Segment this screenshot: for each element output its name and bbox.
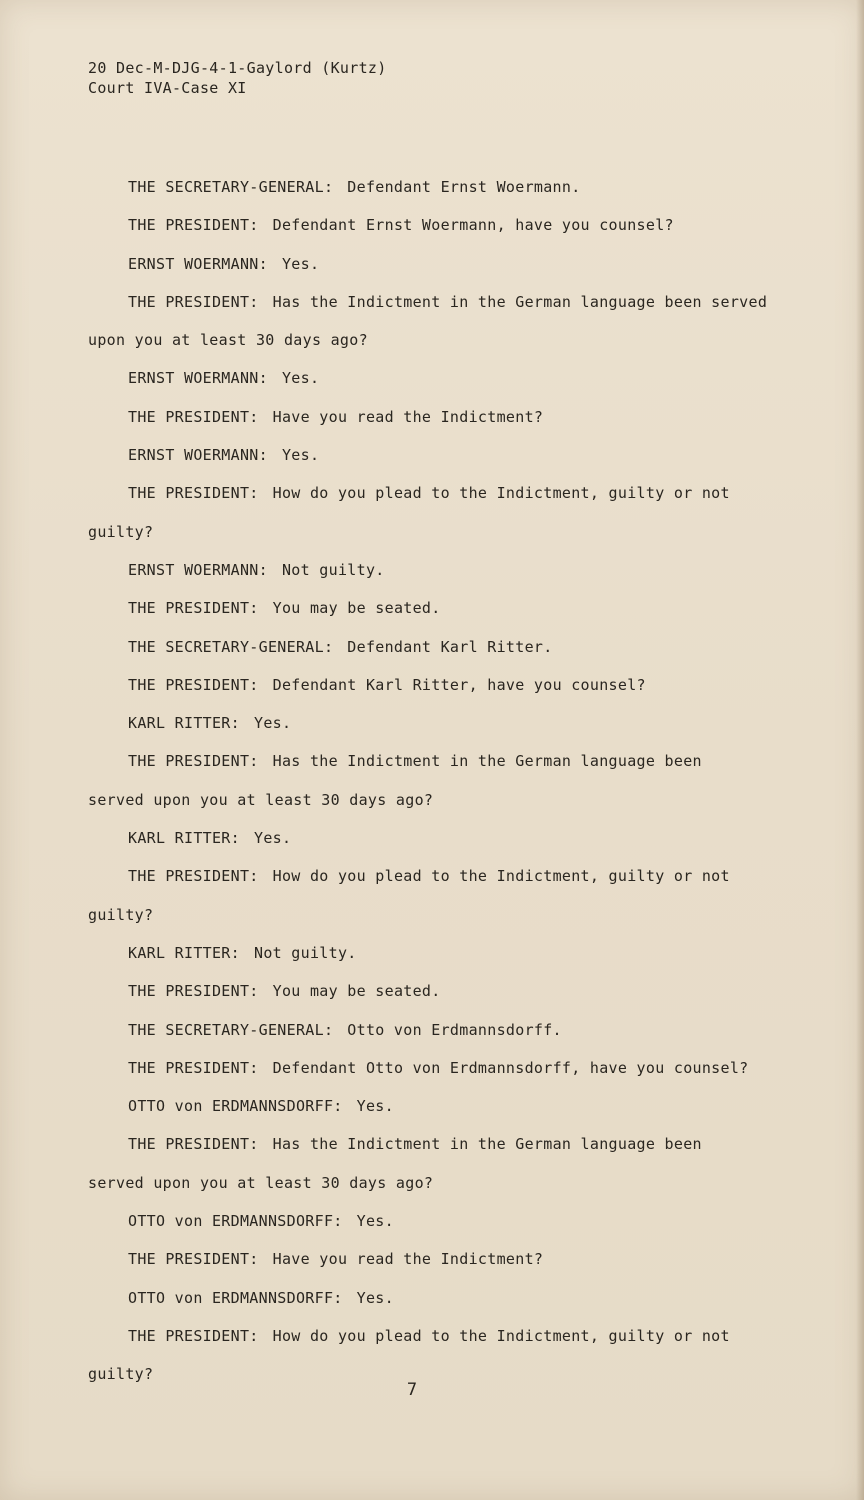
- speaker-label: ERNST WOERMANN:: [128, 369, 268, 388]
- utterance-text: Not guilty.: [253, 943, 357, 962]
- transcript-line: [88, 1164, 808, 1202]
- transcript-line: [88, 896, 808, 934]
- utterance-text: upon you at least 30 days ago?: [88, 331, 368, 350]
- speaker-label: THE PRESIDENT:: [128, 867, 259, 886]
- transcript-line: [88, 934, 808, 972]
- transcript-line: [88, 474, 808, 512]
- speaker-label: KARL RITTER:: [128, 714, 240, 733]
- speaker-label: OTTO von ERDMANNSDORFF:: [128, 1212, 343, 1231]
- speaker-label: THE PRESIDENT:: [128, 599, 259, 618]
- speaker-label: ERNST WOERMANN:: [128, 254, 268, 273]
- transcript-line: [88, 857, 808, 895]
- transcript-line: [88, 704, 808, 742]
- speaker-label: KARL RITTER:: [128, 943, 240, 962]
- document-header: [88, 58, 387, 98]
- speaker-label: ERNST WOERMANN:: [128, 560, 268, 579]
- transcript-line: [88, 1202, 808, 1240]
- utterance-text: Defendant Karl Ritter.: [347, 637, 553, 656]
- header-line-1: 20 Dec-M-DJG-4-1-Gaylord (Kurtz): [88, 59, 387, 77]
- utterance-text: Yes.: [253, 829, 292, 848]
- speaker-label: THE SECRETARY-GENERAL:: [128, 637, 334, 656]
- speaker-label: OTTO von ERDMANNSDORFF:: [128, 1097, 343, 1116]
- speaker-label: ERNST WOERMANN:: [128, 446, 268, 465]
- utterance-text: How do you plead to the Indictment, guilty or not: [272, 867, 730, 886]
- speaker-label: OTTO von ERDMANNSDORFF:: [128, 1288, 343, 1307]
- utterance-text: You may be seated.: [272, 599, 441, 618]
- utterance-text: Yes.: [356, 1288, 394, 1307]
- utterance-text: Not guilty.: [281, 560, 385, 579]
- utterance-text: Yes.: [281, 254, 320, 273]
- utterance-text: Defendant Ernst Woermann.: [347, 178, 581, 196]
- transcript-line: [88, 283, 808, 321]
- utterance-text: guilty?: [88, 1365, 154, 1384]
- utterance-text: guilty?: [88, 905, 154, 924]
- transcript-line: [88, 628, 808, 666]
- speaker-label: THE PRESIDENT:: [128, 1135, 259, 1154]
- transcript-line: [88, 436, 808, 474]
- transcript-line: [88, 781, 808, 819]
- utterance-text: Defendant Otto von Erdmannsdorff, have you counsel?: [272, 1058, 749, 1077]
- speaker-label: THE PRESIDENT:: [128, 1058, 259, 1077]
- speaker-label: THE PRESIDENT:: [128, 292, 259, 311]
- speaker-label: THE PRESIDENT:: [128, 407, 259, 426]
- speaker-label: THE PRESIDENT:: [128, 752, 259, 771]
- utterance-text: Has the Indictment in the German language been: [272, 752, 702, 771]
- transcript-line: [88, 1049, 808, 1087]
- utterance-text: Has the Indictment in the German language been served: [272, 292, 768, 311]
- header-line-2: Court IVA-Case XI: [88, 79, 247, 97]
- utterance-text: Yes.: [281, 446, 320, 465]
- transcript-line: [88, 359, 808, 397]
- utterance-text: Yes.: [281, 369, 320, 388]
- speaker-label: THE PRESIDENT:: [128, 484, 259, 503]
- transcript-line: [88, 1011, 808, 1049]
- speaker-label: THE PRESIDENT:: [128, 982, 259, 1001]
- transcript-line: [88, 513, 808, 551]
- transcript-line: [88, 1279, 808, 1317]
- transcript-line: [88, 589, 808, 627]
- transcript-line: [88, 972, 808, 1010]
- transcript-line: [88, 398, 808, 436]
- speaker-label: THE SECRETARY-GENERAL:: [128, 1020, 334, 1039]
- utterance-text: Otto von Erdmannsdorff.: [347, 1020, 562, 1039]
- utterance-text: Defendant Ernst Woermann, have you counsel?: [272, 216, 674, 235]
- transcript-line: [88, 168, 808, 206]
- utterance-text: Defendant Karl Ritter, have you counsel?: [272, 675, 646, 694]
- transcript-line: [88, 1087, 808, 1125]
- speaker-label: THE PRESIDENT:: [128, 1326, 259, 1345]
- transcript-line: [88, 1125, 808, 1163]
- utterance-text: guilty?: [88, 522, 154, 541]
- utterance-text: Have you read the Indictment?: [272, 407, 544, 426]
- speaker-label: THE PRESIDENT:: [128, 1250, 259, 1269]
- speaker-label: KARL RITTER:: [128, 829, 240, 848]
- utterance-text: Have you read the Indictment?: [272, 1250, 544, 1269]
- utterance-text: You may be seated.: [272, 982, 441, 1001]
- utterance-text: served upon you at least 30 days ago?: [88, 1173, 434, 1192]
- transcript-line: [88, 551, 808, 589]
- transcript-line: [88, 1317, 808, 1355]
- transcript-line: [88, 819, 808, 857]
- page-number: 7: [406, 1380, 418, 1400]
- speaker-label: THE PRESIDENT:: [128, 216, 259, 235]
- transcript-line: [88, 742, 808, 780]
- transcript-line: [88, 666, 808, 704]
- utterance-text: How do you plead to the Indictment, guilty or not: [272, 484, 730, 503]
- speaker-label: THE SECRETARY-GENERAL:: [128, 178, 334, 196]
- utterance-text: Yes.: [253, 714, 292, 733]
- utterance-text: Has the Indictment in the German language been: [272, 1135, 702, 1154]
- speaker-label: THE PRESIDENT:: [128, 675, 259, 694]
- transcript-line: [88, 245, 808, 283]
- transcript-line: [88, 321, 808, 359]
- transcript-line: [88, 1240, 808, 1278]
- utterance-text: Yes.: [356, 1212, 394, 1231]
- utterance-text: Yes.: [356, 1097, 394, 1116]
- transcript-body: [88, 168, 808, 1394]
- page-edge-shadow: [856, 0, 864, 1500]
- utterance-text: How do you plead to the Indictment, guilty or not: [272, 1326, 730, 1345]
- utterance-text: served upon you at least 30 days ago?: [88, 790, 434, 809]
- transcript-line: [88, 206, 808, 244]
